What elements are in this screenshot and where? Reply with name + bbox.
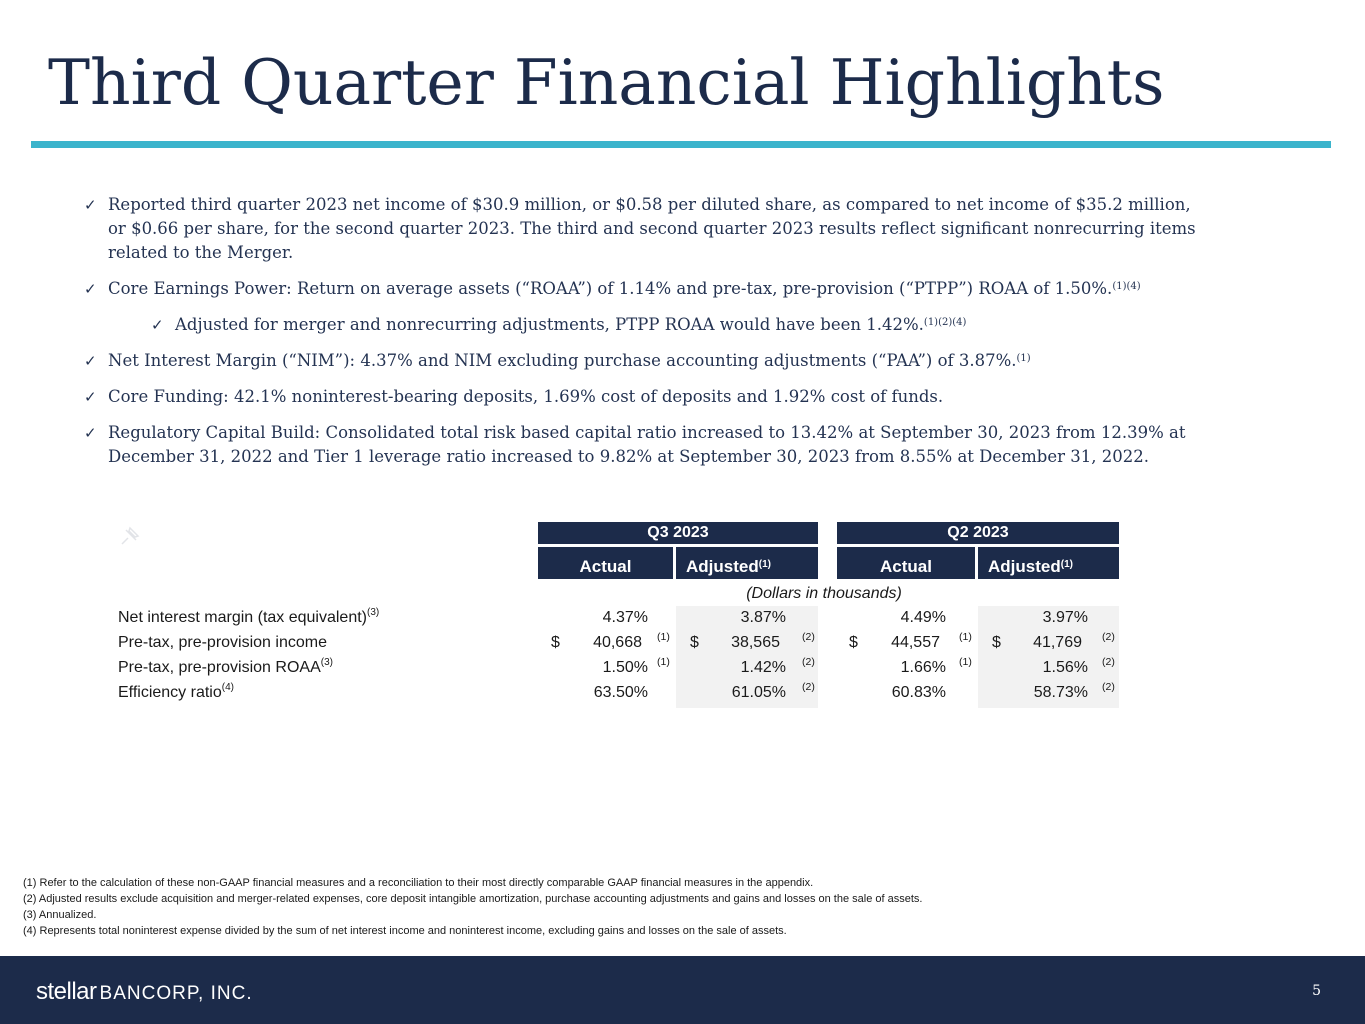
row-label [118, 659, 333, 677]
q3-adjusted-dollar: $ [690, 634, 699, 651]
q2-adjusted-note: (2) [1102, 631, 1115, 643]
q3-actual-value: 40,668 [593, 634, 642, 651]
row-label-footnote-ref: (4) [221, 682, 234, 693]
q2-header: Q2 2023 [837, 522, 1119, 544]
q3-adjusted-header [676, 547, 818, 579]
title-underline [31, 141, 1331, 148]
bullet-text: Regulatory Capital Build: Consolidated total risk based capital ratio increased to 13.42% at September 30, 2023 from 12.39% at December 31, 2022 and Tier 1 leverage ratio increased to 9.82% at September 30, 2023 from 8.55% at December 31, 2022. [108, 423, 1186, 466]
bullet-text: Reported third quarter 2023 net income of $30.9 million, or $0.58 per diluted share, as compared to net income of $35.2 million, or $0.66 per share, for the second quarter 2023. The third and second quarter 2023 results reflect significant nonrecurring items related to the Merger. [108, 195, 1196, 262]
q2-actual-header [837, 547, 975, 579]
bullet-text: Adjusted for merger and nonrecurring adjustments, PTPP ROAA would have been 1.42%. [175, 315, 924, 334]
q2-actual-value: 44,557 [891, 634, 940, 651]
adjusted-footnote-ref: (1) [758, 559, 771, 570]
row-label-footnote-ref: (3) [320, 657, 333, 668]
bullet-text: Core Earnings Power: Return on average assets (“ROAA”) of 1.14% and pre-tax, pre-provision (“PTPP”) ROAA of 1.50%. [108, 279, 1113, 298]
bullet-footnote-ref: (1) [1016, 353, 1031, 364]
q3-actual-header [538, 547, 673, 579]
bullet-footnote-ref: (1)(2)(4) [923, 317, 967, 328]
adjusted-footnote-ref: (1) [1060, 559, 1073, 570]
check-icon: ✓ [84, 352, 97, 370]
q2-adjusted-dollar: $ [992, 634, 1001, 651]
q3-adjusted-value: 38,565 [731, 634, 780, 651]
adjusted-label: Adjusted [686, 557, 759, 576]
row-label-text: Net interest margin (tax equivalent) [118, 609, 367, 626]
check-icon: ✓ [151, 316, 164, 334]
footnote: (4) Represents total noninterest expense divided by the sum of net interest income and noninterest income, excluding gains and losses on the sale of assets. [23, 925, 787, 937]
q3-adjusted-note: (2) [802, 681, 815, 693]
q2-adjusted-value: 1.56% [1042, 659, 1088, 676]
q3-actual-value: 1.50% [602, 659, 648, 676]
q3-actual-note: (1) [657, 656, 670, 668]
actual-label: Actual [880, 557, 932, 576]
q3-adjusted-value: 61.05% [731, 684, 786, 701]
q3-actual-note: (1) [657, 631, 670, 643]
page-title: Third Quarter Financial Highlights [48, 46, 1165, 119]
q2-actual-value: 60.83% [891, 684, 946, 701]
q3-adjusted-note: (2) [802, 656, 815, 668]
q3-actual-value: 4.37% [602, 609, 648, 626]
bullet-footnote-ref: (1)(4) [1112, 281, 1141, 292]
bullet-text: Core Funding: 42.1% noninterest-bearing deposits, 1.69% cost of deposits and 1.92% cost of funds. [108, 387, 944, 406]
row-label [118, 634, 327, 652]
check-icon: ✓ [84, 424, 97, 442]
q3-adjusted-value: 3.87% [740, 609, 786, 626]
q2-adjusted-header [978, 547, 1119, 579]
q2-adjusted-note: (2) [1102, 681, 1115, 693]
footnotes [23, 875, 922, 939]
units-label: (Dollars in thousands) [746, 585, 902, 602]
footnote: (3) Annualized. [23, 909, 97, 921]
q2-adjusted-value: 58.73% [1033, 684, 1088, 701]
highlight-bullet [84, 277, 1204, 301]
footnote: (2) Adjusted results exclude acquisition and merger-related expenses, core deposit intangible amortization, purchase accounting adjustments and gains and losses on the sale of assets. [23, 893, 923, 905]
q2-adjusted-value: 41,769 [1033, 634, 1082, 651]
row-label [118, 609, 379, 627]
q2-actual-note: (1) [959, 631, 972, 643]
logo-secondary: BANCORP, INC. [99, 983, 253, 1004]
q3-adjusted-value: 1.42% [740, 659, 786, 676]
q2-adjusted-value: 3.97% [1042, 609, 1088, 626]
highlight-bullet [84, 193, 1204, 265]
highlight-bullet [84, 349, 1204, 373]
check-icon: ✓ [84, 280, 97, 298]
q3-actual-dollar: $ [551, 634, 560, 651]
row-label-footnote-ref: (3) [367, 607, 380, 618]
q3-header: Q3 2023 [538, 522, 818, 544]
highlights-list [84, 193, 1204, 481]
company-logo [36, 978, 253, 1006]
row-label-text: Pre-tax, pre-provision income [118, 634, 327, 651]
q3-actual-value: 63.50% [593, 684, 648, 701]
q2-actual-value: 4.49% [900, 609, 946, 626]
q2-actual-dollar: $ [849, 634, 858, 651]
q2-adjusted-note: (2) [1102, 656, 1115, 668]
row-label-text: Efficiency ratio [118, 684, 222, 701]
footnote: (1) Refer to the calculation of these non-GAAP financial measures and a reconciliation to their most directly comparable GAAP financial measures in the appendix. [23, 877, 814, 889]
q2-actual-value: 1.66% [900, 659, 946, 676]
highlight-bullet [84, 385, 1204, 409]
logo-primary: stellar [36, 978, 97, 1005]
page-number: 5 [1312, 983, 1321, 999]
actual-label: Actual [579, 557, 632, 576]
check-icon: ✓ [84, 196, 97, 214]
q2-actual-note: (1) [959, 656, 972, 668]
q3-adjusted-note: (2) [802, 631, 815, 643]
check-icon: ✓ [84, 388, 97, 406]
bullet-text: Net Interest Margin (“NIM”): 4.37% and NIM excluding purchase accounting adjustments (“PAA”) of 3.87%. [108, 351, 1017, 370]
row-label-text: Pre-tax, pre-provision ROAA [118, 659, 321, 676]
highlight-sub-bullet [151, 313, 1204, 337]
adjusted-label: Adjusted [988, 557, 1061, 576]
footer-bar [0, 956, 1365, 1024]
highlight-bullet [84, 421, 1204, 469]
pin-icon [118, 524, 142, 548]
row-label [118, 684, 234, 702]
